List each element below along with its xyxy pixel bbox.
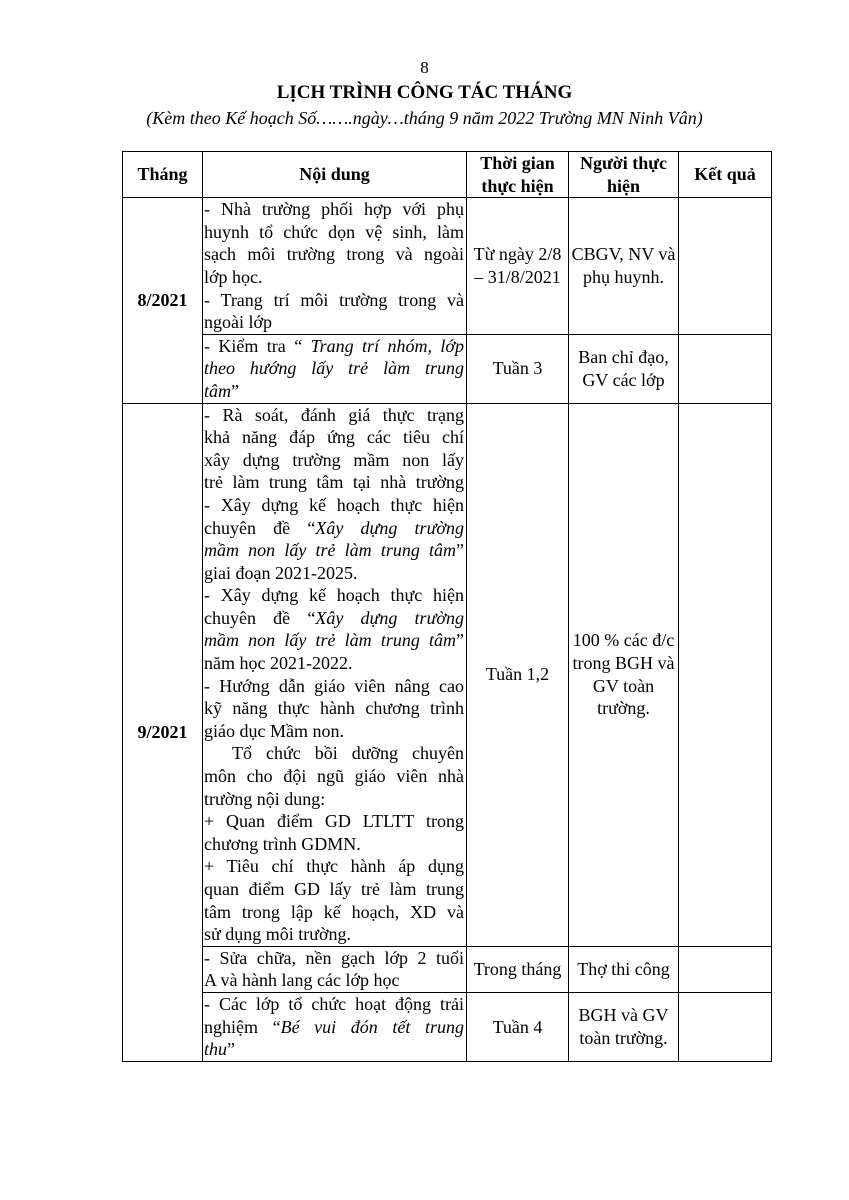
text: giáo dục Mầm non. — [204, 720, 344, 741]
text: tâm trong lập kế hoạch, XD và — [204, 901, 464, 922]
text: huynh tổ chức dọn vệ sinh, làm — [204, 221, 464, 242]
italic-text: Xây dựng trường — [315, 607, 464, 628]
content-line — [204, 380, 464, 403]
content-line — [204, 742, 464, 765]
content-line — [204, 198, 464, 221]
table-row — [123, 198, 772, 335]
content-line — [204, 357, 464, 380]
text: sử dụng môi trường. — [204, 924, 352, 945]
content-line — [204, 335, 464, 358]
text: kỹ năng thực hành chương trình — [204, 698, 464, 719]
content-line — [204, 810, 464, 833]
text: Tổ chức bồi dưỡng chuyên — [204, 743, 464, 764]
result-cell — [679, 198, 772, 335]
text: quan điểm GD lấy trẻ làm trung — [204, 879, 464, 899]
content-line — [204, 878, 464, 901]
header-month: Tháng — [123, 152, 203, 198]
content-line — [204, 675, 464, 698]
text: - Các lớp tổ chức hoạt động trải — [204, 993, 464, 1014]
content-line — [204, 901, 464, 924]
content-line — [204, 221, 464, 244]
text: năm học 2021-2022. — [204, 653, 353, 674]
time-cell: Tuần 3 — [467, 334, 569, 403]
italic-text: thu — [204, 1039, 228, 1060]
text: trường nội dung: — [204, 788, 326, 809]
italic-text: tâm — [204, 380, 231, 401]
text: nghiệm “ — [204, 1016, 281, 1037]
schedule-table — [122, 151, 772, 1062]
content-line — [204, 539, 464, 562]
text: sạch môi trường trong và ngoài — [204, 244, 464, 265]
text: môn cho đội ngũ giáo viên nhà — [204, 766, 464, 787]
table-header-row — [123, 152, 772, 198]
header-content: Nội dung — [203, 152, 467, 198]
person-cell: Thợ thi công — [569, 946, 679, 992]
italic-text: mầm non lấy trẻ làm trung tâm — [204, 630, 456, 651]
content-line — [204, 494, 464, 517]
content-line — [204, 266, 464, 289]
result-cell — [679, 946, 772, 992]
text: chuyên đề “ — [204, 517, 316, 538]
content-line — [204, 607, 464, 630]
content-line — [204, 652, 464, 675]
person-cell: Ban chỉ đạo, GV các lớp — [569, 334, 679, 403]
header-result: Kết quả — [679, 152, 772, 198]
italic-text: mầm non lấy trẻ làm trung tâm — [204, 540, 456, 561]
content-line — [204, 629, 464, 652]
content-line — [204, 947, 464, 970]
content-line — [204, 584, 464, 607]
italic-text: Xây dựng trường — [315, 517, 464, 538]
text: - Rà soát, đánh giá thực trạng — [204, 404, 464, 425]
content-line — [204, 765, 464, 788]
italic-text: Trang trí nhóm, lớp — [310, 335, 464, 356]
content-line — [204, 311, 464, 334]
text: - Kiểm tra “ — [204, 335, 311, 356]
text: trẻ làm trung tâm tại nhà trường — [204, 472, 464, 493]
text: ” — [227, 1039, 236, 1060]
content-line — [204, 471, 464, 494]
table-row — [123, 334, 772, 403]
content-line — [204, 426, 464, 449]
result-cell — [679, 992, 772, 1061]
italic-text: Bé vui đón tết trung — [280, 1016, 464, 1037]
result-cell — [679, 334, 772, 403]
text: - Xây dựng kế hoạch thực hiện — [204, 585, 464, 606]
content-line — [204, 449, 464, 472]
content-line — [204, 855, 464, 878]
text: ngoài lớp — [204, 312, 273, 333]
result-cell — [679, 403, 772, 946]
text: lớp học. — [204, 266, 263, 287]
content-line — [204, 289, 464, 312]
text: ” — [456, 540, 464, 561]
header-person: Người thực hiện — [569, 152, 679, 198]
content-line — [204, 993, 464, 1016]
table-row — [123, 992, 772, 1061]
time-cell: Tuần 1,2 — [467, 403, 569, 946]
content-line — [204, 517, 464, 540]
text: khả năng đáp ứng các tiêu chí — [204, 427, 464, 448]
content-cell — [203, 946, 467, 992]
month-cell: 8/2021 — [123, 198, 203, 403]
content-line — [204, 1038, 464, 1061]
header-time: Thời gian thực hiện — [467, 152, 569, 198]
italic-text: theo hướng lấy trẻ làm trung — [204, 358, 464, 379]
time-cell: Trong tháng — [467, 946, 569, 992]
text: + Quan điểm GD LTLTT trong — [204, 811, 464, 832]
content-cell — [203, 334, 467, 403]
content-line — [204, 404, 464, 427]
text: ” — [456, 630, 464, 651]
text: chương trình GDMN. — [204, 833, 361, 854]
text: - Trang trí môi trường trong và — [204, 289, 464, 310]
text: A và hành lang các lớp học — [204, 970, 400, 991]
text: chuyên đề “ — [204, 607, 316, 628]
content-line — [204, 243, 464, 266]
content-line — [204, 833, 464, 856]
content-line — [204, 720, 464, 743]
text: xây dựng trường mầm non lấy — [204, 449, 464, 470]
content-line — [204, 788, 464, 811]
text: - Hướng dẫn giáo viên nâng cao — [204, 675, 464, 696]
text: giai đoạn 2021-2025. — [204, 562, 358, 583]
text: ” — [231, 380, 239, 401]
content-line — [204, 697, 464, 720]
text: - Sửa chữa, nền gạch lớp 2 tuổi — [204, 947, 464, 968]
content-line — [204, 1016, 464, 1039]
content-line — [204, 923, 464, 946]
month-cell: 9/2021 — [123, 403, 203, 1061]
time-cell: Tuần 4 — [467, 992, 569, 1061]
person-cell: BGH và GV toàn trường. — [569, 992, 679, 1061]
text: - Xây dựng kế hoạch thực hiện — [204, 494, 464, 515]
page-number: 8 — [420, 58, 429, 77]
content-cell — [203, 992, 467, 1061]
text: + Tiêu chí thực hành áp dụng — [204, 856, 464, 877]
content-cell — [203, 403, 467, 946]
text: - Nhà trường phối hợp với phụ — [204, 199, 464, 220]
person-cell: 100 % các đ/c trong BGH và GV toàn trường. — [569, 403, 679, 946]
time-cell: Từ ngày 2/8 – 31/8/2021 — [467, 198, 569, 335]
content-line — [204, 562, 464, 585]
table-row — [123, 403, 772, 946]
document-title: LỊCH TRÌNH CÔNG TÁC THÁNG — [276, 82, 573, 103]
document-subtitle: (Kèm theo Kế hoạch Số…….ngày…tháng 9 năm 2022 Trường MN Ninh Vân) — [146, 108, 703, 128]
table-row — [123, 946, 772, 992]
content-line — [204, 969, 464, 992]
content-cell — [203, 198, 467, 335]
person-cell: CBGV, NV và phụ huynh. — [569, 198, 679, 335]
